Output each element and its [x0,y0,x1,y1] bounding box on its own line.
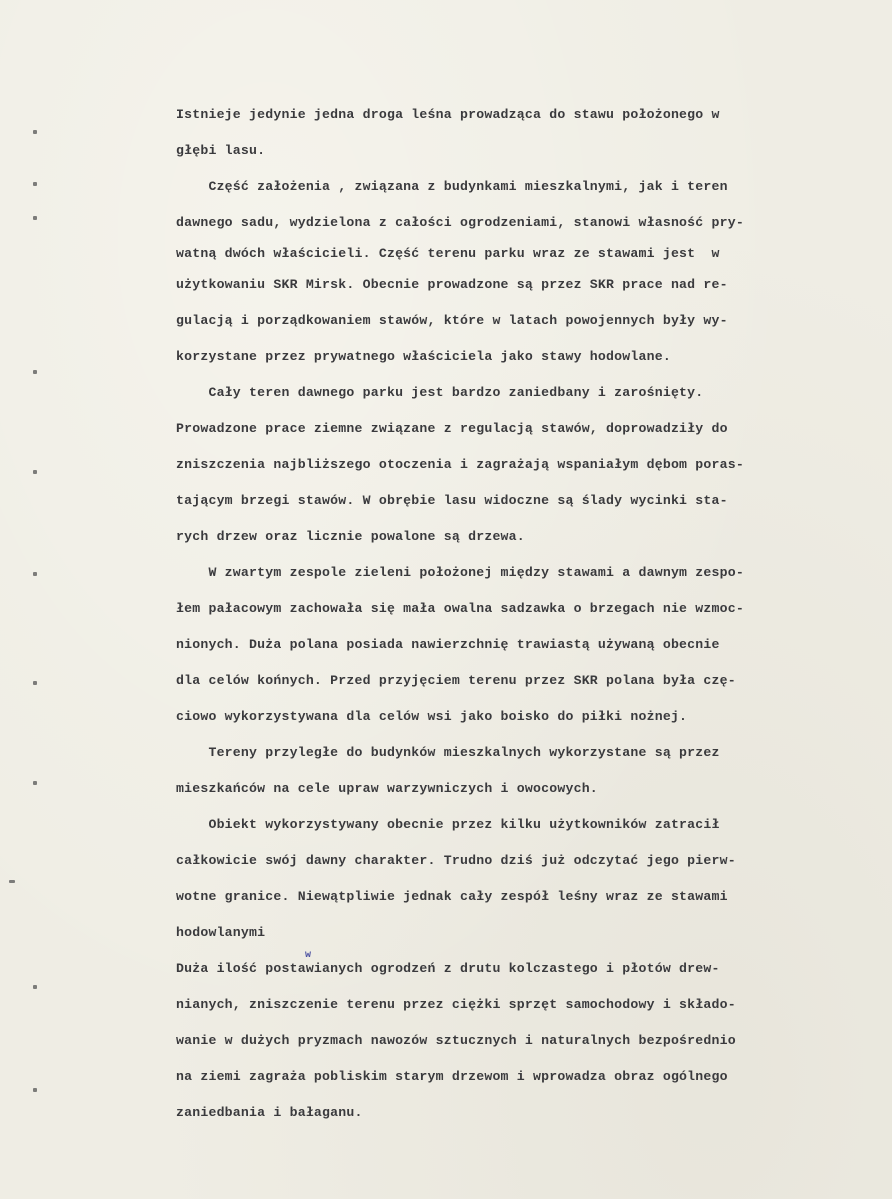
text-line: wotne granice. Niewątpliwie jednak cały zespół leśny wraz ze stawami [176,889,728,904]
margin-mark [9,880,15,883]
margin-mark [33,681,37,685]
text-line: Obiekt wykorzystywany obecnie przez kilku użytkowników zatracił [176,817,720,832]
margin-mark [33,470,37,474]
margin-mark [33,1088,37,1092]
margin-mark [33,216,37,220]
text-line: Prowadzone prace ziemne związane z regulacją stawów, doprowadziły do [176,421,728,436]
text-line: wanie w dużych pryzmach nawozów sztucznych i naturalnych bezpośrednio [176,1033,736,1048]
text-line: głębi lasu. [176,143,266,158]
text-line: Duża ilość postawianych ogrodzeń z drutu kolczastego i płotów drew- [176,961,720,976]
text-line: tającym brzegi stawów. W obrębie lasu widoczne są ślady wycinki sta- [176,493,728,508]
margin-mark [33,130,37,134]
text-line: hodowlanymi [176,925,266,940]
handwritten-correction: w [305,950,312,961]
text-line: watną dwóch właścicieli. Część terenu parku wraz ze stawami jest w [176,246,720,261]
document-body [176,100,816,1134]
text-line: W zwartym zespole zieleni położonej między stawami a dawnym zespo- [176,565,744,580]
text-line: zaniedbania i bałaganu. [176,1105,363,1120]
text-line: dla celów końnych. Przed przyjęciem terenu przez SKR polana była czę- [176,673,736,688]
text-line: ciowo wykorzystywana dla celów wsi jako boisko do piłki nożnej. [176,709,688,724]
text-line: Istnieje jedynie jedna droga leśna prowadząca do stawu położonego w [176,107,720,122]
text-line: na ziemi zagraża pobliskim starym drzewom i wprowadza obraz ogólnego [176,1069,728,1084]
text-line: użytkowaniu SKR Mirsk. Obecnie prowadzone są przez SKR prace nad re- [176,277,728,292]
margin-mark [33,572,37,576]
margin-mark [33,370,37,374]
text-line: mieszkańców na cele upraw warzywniczych i owocowych. [176,781,598,796]
text-line: całkowicie swój dawny charakter. Trudno dziś już odczytać jego pierw- [176,853,736,868]
text-line: zniszczenia najbliższego otoczenia i zagrażają wspaniałym dębom poras- [176,457,744,472]
text-line: łem pałacowym zachowała się mała owalna sadzawka o brzegach nie wzmoc- [176,601,744,616]
text-line: korzystane przez prywatnego właściciela jako stawy hodowlane. [176,349,671,364]
text-line: nianych, zniszczenie terenu przez ciężki sprzęt samochodowy i składo- [176,997,736,1012]
text-line: gulacją i porządkowaniem stawów, które w latach powojennych były wy- [176,313,728,328]
text-line: Cały teren dawnego parku jest bardzo zaniedbany i zarośnięty. [176,385,704,400]
margin-mark [33,985,37,989]
text-line: rych drzew oraz licznie powalone są drzewa. [176,529,525,544]
margin-mark [33,182,37,186]
text-line: nionych. Duża polana posiada nawierzchnię trawiastą używaną obecnie [176,637,720,652]
text-line: dawnego sadu, wydzielona z całości ogrodzeniami, stanowi własność pry- [176,215,744,230]
margin-mark [33,781,37,785]
text-line: Część założenia , związana z budynkami mieszkalnymi, jak i teren [176,179,728,194]
text-line: Tereny przyległe do budynków mieszkalnych wykorzystane są przez [176,745,720,760]
